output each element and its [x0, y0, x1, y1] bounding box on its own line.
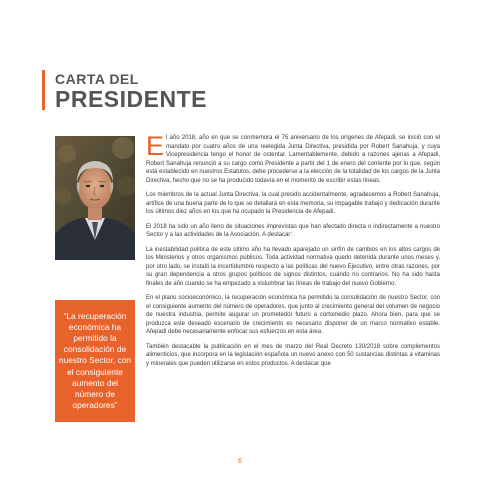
pull-quote-box	[55, 300, 135, 422]
paragraph-1	[146, 131, 440, 185]
paragraph-3: El 2018 ha sido un año lleno de situaciones imprevistas que han afectado directa o indirectamente a nuestro Sector y a las actividades de la Asociación. A destacar:	[146, 223, 440, 239]
page-title-large: PRESIDENTE	[55, 86, 207, 112]
paragraph-5: En el plano socioeconómico, la recuperación económica ha permitido la consolidación de nuestro Sector, con el consiguiente aumento del número de operadores, que junto al crecimiento general del volumen de negocio de nuestra industria, permite augurar un prometedor futuro a cortomedio plazo. Ahora bien, para que se produzca este deseado escenario de crecimiento es necesario disponer de un marco normativo estable. Afepadi debe necesariamente enfocar sus esfuerzos en esta área.	[146, 295, 440, 336]
paragraph-2: Los miembros de la actual Junta Directiva, la cual presido accidentalmente, agradecemos a Robert Sanahuja, artífice de una buena parte de lo que se detallará en esta memoria, su impagable trabajo y dedicación durante los últimos diez años en los que ha ocupado la Presidencia de Afepadi.	[146, 192, 440, 216]
paragraph-6: También destacable la publicación en el mes de marzo del Real Decreto 130/2018 sobre complementos alimenticios, que incorpora en la legislación española un nuevo anexo con 50 sustancias distintas a vitaminas y minerales que pueden utilizarse en estos productos. A destacar que	[146, 343, 440, 367]
pull-quote-text: “La recuperación económica ha permitido la consolidación de nuestro Sector, con el consiguiente aumento del número de operadores”	[58, 311, 132, 410]
page-number: 6	[238, 458, 242, 465]
paragraph-1-text: l año 2018, año en que se conmemora el 75 aniversario de los orígenes de Afepadi, se inició con el mandato por cuatro años de una reelegida Junta Directiva, presidida por Robert Sanahuja, y cuya Vicepresidencia tengo el honor de ostentar. Lamentablemente, debido a razones ajenas a Afepadi, Robert Sanahuja renunció a su cargo como Presidente a partir del 1 de enero del corriente por lo que, según está establecido en nuestros Estatutos, debe procederse a la elección de la totalidad de los cargos de la Junta Directiva, hecho que no se ha producido todavía en el momento de escribir estas líneas.	[146, 135, 440, 184]
page-title-small: CARTA DEL	[55, 71, 139, 87]
paragraph-4: La inestabilidad política de este último año ha llevado aparejado un sinfín de cambios en los altos cargos de los Ministerios y otros organismos públicos. Toda actividad normativa quedo detenida durante unos meses y, por otro lado, se instaló la incertidumbre respecto a las políticas del nuevo Ejecutivo, entre otras razones, por su gran dependencia a otros grupos políticos de signos distintos, cuando no contrarios. No ha sido hasta finales de año cuando se ha empezado a vislumbrar las líneas de trabajo del nuevo Gobierno.	[146, 246, 440, 287]
title-accent-bar	[42, 70, 45, 110]
drop-cap: E	[146, 131, 165, 161]
letter-body	[146, 131, 440, 374]
president-photo	[55, 136, 135, 260]
